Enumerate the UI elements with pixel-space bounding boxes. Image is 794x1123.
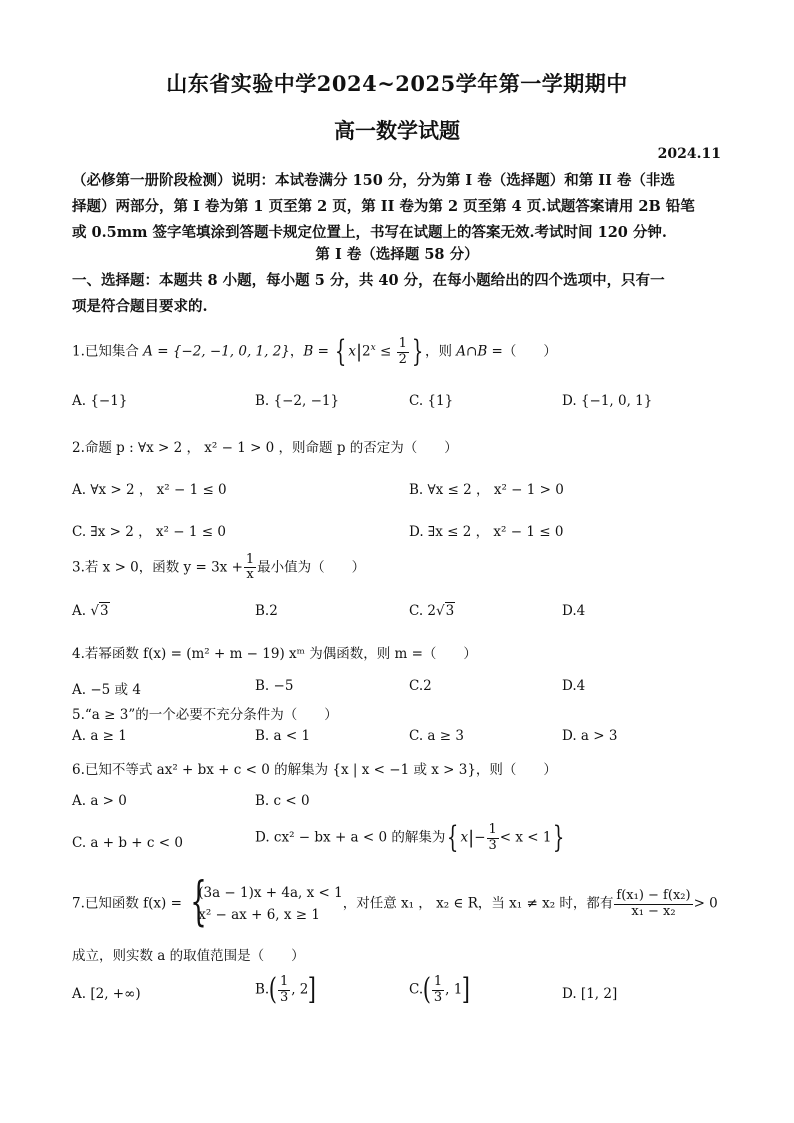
q1-stem: 1.已知集合 [72,343,144,360]
q1-exponent: x [370,343,376,353]
q3-a-radicand: 3 [99,603,109,619]
q7-b-label: B. [255,981,270,998]
q4-option-b: B. −5 [255,678,294,694]
q6-option-a: A. a > 0 [72,793,127,809]
q6-option-b: B. c < 0 [255,793,310,809]
question-5: 5.“a ≥ 3”的一个必要不充分条件为（ ） [72,707,338,723]
q6-neg: − [474,829,486,846]
q7-piecewise-brace: { [190,872,208,932]
q1-expr: A∩B [456,343,488,360]
q1-blank: =（ ） [487,343,557,360]
exam-title: 山东省实验中学2024~2025学年第一学期期中 [166,71,628,96]
question-4: 4.若幂函数 f(x) = (m² + m − 19) xᵐ 为偶函数，则 m =（ ） [72,646,477,662]
q3-c-label: C. 2 [409,603,437,619]
q7-stem: 7.已知函数 f(x) = [72,895,182,912]
q7-option-b [255,972,317,1007]
q6-bar: | [468,827,475,849]
section-heading: 第 I 卷（选择题 58 分） [315,246,479,263]
q7-b-close-bracket: ] [308,972,317,1007]
q7-stem-mid: ，对任意 x₁ ， x₂ ∈ R，当 x₁ ≠ x₂ 时，都有 [342,895,614,912]
q3-stem: 3.若 x > 0，函数 y = 3x + [72,559,243,576]
q1-frac-den: 2 [398,351,407,367]
q7-option-a: A. [2, +∞) [72,986,141,1002]
q3-frac-num: 1 [245,552,255,567]
q7-option-c [409,972,471,1007]
q1-bar: | [355,341,363,363]
q7-b-den: 3 [279,989,289,1005]
q1-frac-num: 1 [398,336,407,352]
q4-option-c: C.2 [409,678,432,694]
q6-frac-num: 1 [488,822,497,838]
q3-c-radicand: 3 [445,603,455,619]
q6-fraction [487,823,499,853]
question-7-line-2: 成立，则实数 a 的取值范围是（ ） [72,948,305,964]
question-1 [72,334,557,369]
q3-option-b: B.2 [255,603,278,619]
q7-b-fraction [278,975,290,1005]
q3-fraction [244,553,256,583]
q7-b-open-paren: ( [268,972,278,1007]
q1-set-b-label: B = [303,343,334,360]
instructions-line-3: 或 0.5mm 签字笔填涂到答题卡规定位置上，书写在试题上的答案无效.考试时间 120 分钟. [72,224,667,241]
q1-option-d: D. {−1, 0, 1} [562,393,653,409]
section-instructions [72,268,722,320]
q7-c-open-paren: ( [422,972,432,1007]
q7-b-tail: , 2 [291,981,309,998]
q1-fraction [397,337,409,367]
q1-option-c: C. {1} [409,393,454,409]
q1-then: ，则 [424,343,457,360]
q1-option-b: B. {−2, −1} [255,393,340,409]
q4-option-d: D.4 [562,678,586,694]
q2-option-c: C. ∃x > 2 ， x² − 1 ≤ 0 [72,524,226,540]
q7-b-num: 1 [279,974,289,990]
q2-option-d: D. ∃x ≤ 2 ， x² − 1 ≤ 0 [409,524,564,540]
q7-frac-num: f(x₁) − f(x₂) [616,888,691,904]
q7-row-2: x² − ax + 6, x ≥ 1 [198,907,320,923]
q5-option-c: C. a ≥ 3 [409,728,464,744]
section-instructions-line-1: 一、选择题：本题共 8 小题，每小题 5 分，共 40 分，在每小题给出的四个选项中，只有一 [72,272,665,289]
exam-date: 2024.11 [657,146,721,162]
q1-option-a: A. {−1} [72,393,128,409]
q7-row-1: (3a − 1)x + 4a, x < 1 [198,885,343,901]
q2-option-b: B. ∀x ≤ 2 ， x² − 1 > 0 [409,482,564,498]
q6-d-var: x [460,829,469,846]
q7-c-den: 3 [433,989,443,1005]
q6-option-c: C. a + b + c < 0 [72,835,183,851]
question-3 [72,553,365,583]
q1-set-b-var: x [348,343,356,360]
q4-option-a: A. −5 或 4 [72,682,141,698]
instructions [72,168,722,246]
q7-c-fraction [432,975,444,1005]
q5-option-a: A. a ≥ 1 [72,728,127,744]
q1-comma: ， [289,343,304,360]
q6-d-text: D. cx² − bx + a < 0 的解集为 [255,829,446,846]
q7-c-tail: , 1 [445,981,463,998]
q1-set-a: A = {−2, −1, 0, 1, 2} [143,343,290,360]
q5-option-d: D. a > 3 [562,728,618,744]
q6-right-brace: } [553,820,565,855]
q1-left-brace: { [335,334,347,369]
q3-option-d: D.4 [562,603,586,619]
q1-le: ≤ [375,343,396,360]
q7-c-close-bracket: ] [462,972,471,1007]
q1-base: 2 [362,343,371,360]
q3-a-label: A. [72,603,91,619]
instructions-line-2: 择题）两部分，第 I 卷为第 1 页至第 2 页，第 II 卷为第 2 页至第 4 页.试题答案请用 2B 铅笔 [72,198,695,215]
q7-frac-den: x₁ − x₂ [631,903,676,919]
q7-piecewise [186,872,343,932]
q2-option-a: A. ∀x > 2 ， x² − 1 ≤ 0 [72,482,227,498]
q7-c-label: C. [409,981,424,998]
instructions-line-1: （必修第一册阶段检测）说明：本试卷满分 150 分，分为第 I 卷（选择题）和第 II 卷（非选 [72,172,675,189]
q5-option-b: B. a < 1 [255,728,311,744]
q7-fraction [614,889,692,919]
q6-frac-den: 3 [488,837,497,853]
q3-stem-tail: 最小值为（ ） [257,559,366,576]
q3-option-c: C. 2√3 [409,603,455,619]
question-2: 2.命题 p : ∀x > 2 ， x² − 1 > 0 ，则命题 p 的否定为（ ） [72,440,458,456]
q6-left-brace: { [447,820,459,855]
q3-frac-den: x [246,567,254,583]
q7-stem-tail: > 0 [693,895,718,912]
section-instructions-line-2: 项是符合题目要求的. [72,298,208,315]
q3-option-a: A. √3 [72,603,109,619]
exam-subtitle: 高一数学试题 [334,118,460,143]
q7-option-d: D. [1, 2] [562,986,618,1002]
q6-option-d [255,820,567,855]
q6-d-tail: < x < 1 [499,829,552,846]
question-7 [72,872,718,932]
question-6: 6.已知不等式 ax² + bx + c < 0 的解集为 {x | x < −1 或 x > 3}，则（ ） [72,762,557,778]
q1-right-brace: } [411,334,424,369]
q7-c-num: 1 [433,974,443,990]
